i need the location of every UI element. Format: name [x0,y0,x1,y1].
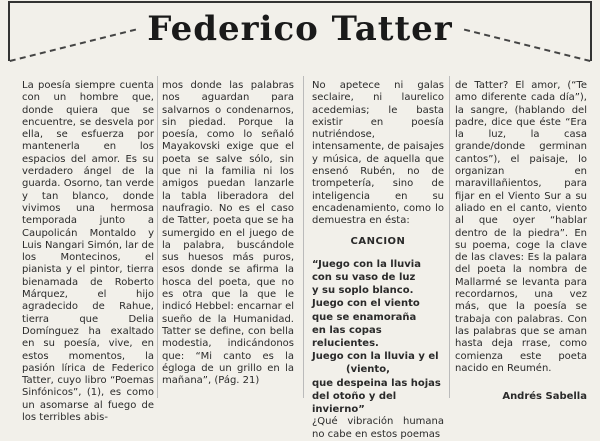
column-2-text: mos donde las palabras nos aguardan para salvarnos o condenarnos, sin piedad. Porque la poesía, como lo señaló Mayakovski exige que el poeta se salve sólo, sin que ni la familia ni los amigos puedan lanzarle la tabla liberadora del naufragio. No es el caso de Tatter, poeta que se ha sumergido en el juego de la palabra, buscándole sus huesos más puros, esos donde se afirma la hosca del poeta, que no es otra que la que le indicó Hebbel: encarnar el sueño de la Humanidad. Tatter se define, con bella modestia, indicándonos que: “Mi canto es la égloga de un grillo en la mañana”, (Pág. 21) [162,80,294,387]
poem-line: Juego con el viento [312,298,420,310]
poem-line: (viento, [346,364,390,376]
poem-line: con su vaso de luz [312,272,416,284]
column-divider [449,76,450,398]
article-column-1 [22,80,154,424]
title-frame [8,1,592,61]
poem-line: del otoño y del invierno” [312,390,397,416]
poem-line: “Juego con la lluvia [312,258,421,270]
column-1-text: La poesía siempre cuenta con un hombre que, donde quiera que se encuentre, se desvela por ella, se esfuerza por mantenerla en los espacios del amor. Es su verdadero ángel de la guarda. Osorno, tan verde y tan blanco, donde vivimos una hermosa temporada junto a Caupolicán Montaldo y Luis Nangari Simón, lar de los Montecinos, el pianista y el pintor, tierra bienamada de Roberto Márquez, el hijo agradecido de Rahue, tierra que Delia Domínguez ha exaltado en su poesía, vive, en estos momentos, la pasión lírica de Federico Tatter, cuyo libro “Poemas Sinfónicos”, (1), es como un asomarse al fuego de los terribles abis- [22,80,154,424]
poem-line: Juego con la lluvia y el [312,351,439,363]
poem-title: CANCION [350,235,406,247]
poem-line: y su soplo blanco. [312,285,414,297]
poem [312,258,444,416]
article-column-2 [162,80,294,387]
column-3-intro: No apetece ni galas seclaire, ni laurelico acedemias; le basta existir en poesía nutriéndose, intensamente, de paisajes y música, de aquella que ensenó Rubén, no de trompetería, sino de inteligencia en su encadenamiento, como lo demuestra en ésta: [312,80,444,227]
poem-line: en las copas relucientes. [312,324,382,350]
poem-line: que despeina las hojas [312,377,441,389]
article-column-4 [455,80,587,403]
column-3-outro: ¿Qué vibración humana no cabe en estos poemas [312,416,444,440]
author-signature: Andrés Sabella [502,391,587,403]
article-title: Federico Tatter [147,9,453,49]
column-divider [157,76,158,398]
column-divider [303,76,304,398]
column-4-text: de Tatter? El amor, (“Te amo diferente cada día”), la sangre, (hablando del padre, dice que éste “Era la luz, la casa grande/donde germinan cantos”), el paisaje, lo organizan en maravillañientos, para fijar en el Viento Sur a su aliado en el canto, viento al que oyer “hablar dentro de la piedra”. En su poema, coge la clave de las claves: Es la palara del poeta la nombra de Mallarmé se levanta para recordarnos, una vez más, que la poesía se trabaja con palabras. Con las palabras que se aman hasta deja rrase, como comienza este poeta nacido en Reumén. [455,80,587,374]
poem-line: que se enamoraña [312,311,417,323]
article-column-3 [312,80,444,441]
